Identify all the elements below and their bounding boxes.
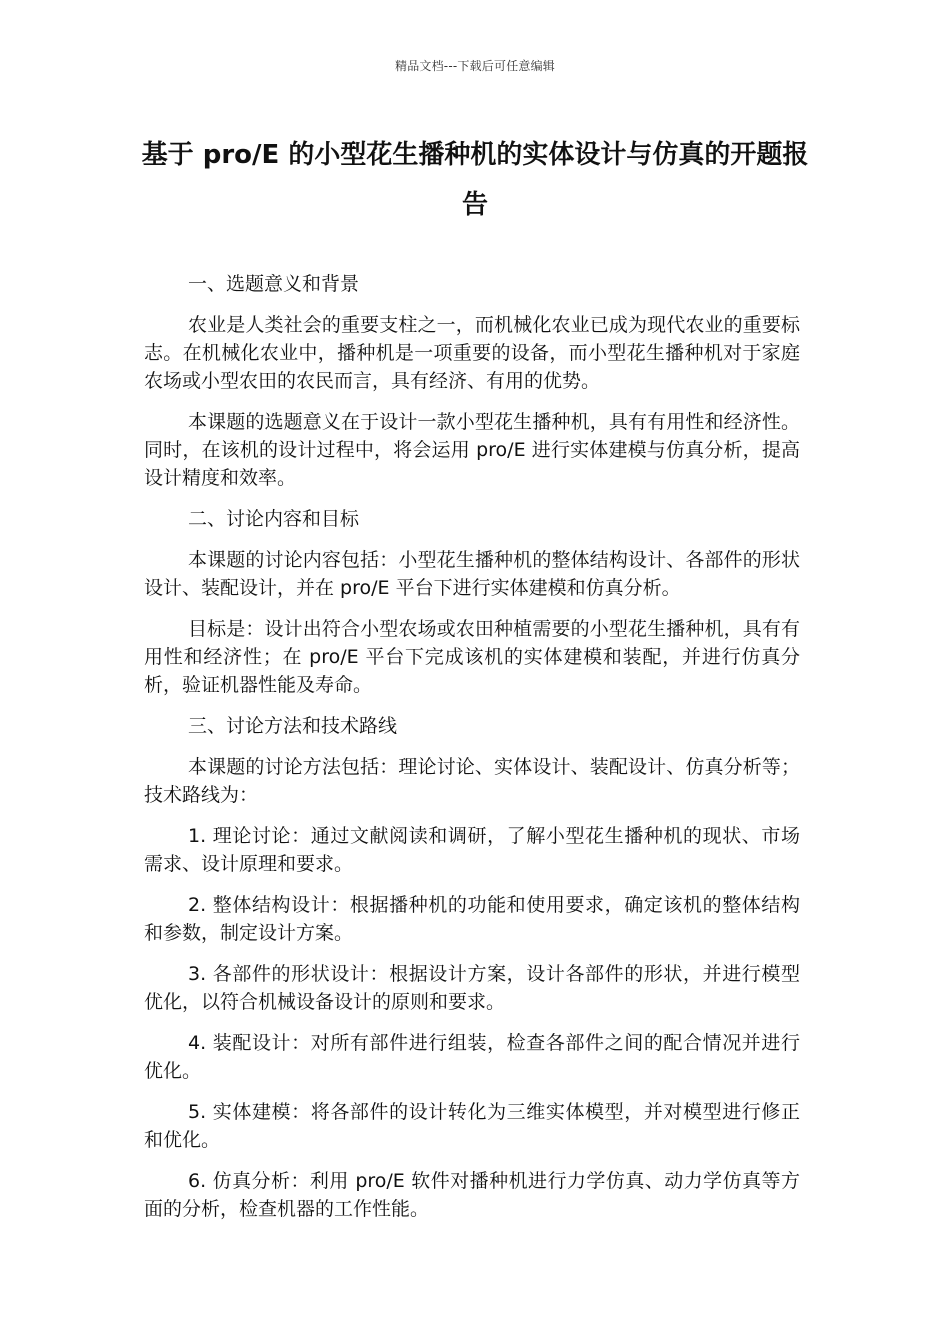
list-item: 1. 理论讨论：通过文献阅读和调研，了解小型花生播种机的现状、市场需求、设计原理和要求。 [144,825,800,875]
list-item: 4. 装配设计：对所有部件进行组装，检查各部件之间的配合情况并进行优化。 [144,1032,800,1082]
list-item: 5. 实体建模：将各部件的设计转化为三维实体模型，并对模型进行修正和优化。 [144,1101,800,1151]
document-body [144,270,800,1236]
paragraph: 本课题的讨论方法包括：理论讨论、实体设计、装配设计、仿真分析等；技术路线为： [144,756,800,806]
section-heading: 二、讨论内容和目标 [188,508,360,530]
paragraph: 农业是人类社会的重要支柱之一，而机械化农业已成为现代农业的重要标志。在机械化农业中，播种机是一项重要的设备，而小型花生播种机对于家庭农场或小型农田的农民而言，具有经济、有用的优势。 [144,314,800,392]
section-heading: 三、讨论方法和技术路线 [188,715,398,737]
list-item: 6. 仿真分析：利用 pro/E 软件对播种机进行力学仿真、动力学仿真等方面的分析，检查机器的工作性能。 [144,1170,800,1220]
paragraph: 目标是：设计出符合小型农场或农田种植需要的小型花生播种机，具有有用性和经济性；在 pro/E 平台下完成该机的实体建模和装配，并进行仿真分析，验证机器性能及寿命。 [144,618,800,696]
paragraph: 本课题的讨论内容包括：小型花生播种机的整体结构设计、各部件的形状设计、装配设计，并在 pro/E 平台下进行实体建模和仿真分析。 [144,549,800,599]
list-item: 3. 各部件的形状设计：根据设计方案，设计各部件的形状，并进行模型优化，以符合机械设备设计的原则和要求。 [144,963,800,1013]
section-heading: 一、选题意义和背景 [188,273,360,295]
header-note: 精品文档---下载后可任意编辑 [395,59,555,73]
paragraph: 本课题的选题意义在于设计一款小型花生播种机，具有有用性和经济性。同时，在该机的设计过程中，将会运用 pro/E 进行实体建模与仿真分析，提高设计精度和效率。 [144,411,800,489]
list-item: 2. 整体结构设计：根据播种机的功能和使用要求，确定该机的整体结构和参数，制定设计方案。 [144,894,800,944]
document-title: 基于 pro/E 的小型花生播种机的实体设计与仿真的开题报告 [141,140,809,220]
